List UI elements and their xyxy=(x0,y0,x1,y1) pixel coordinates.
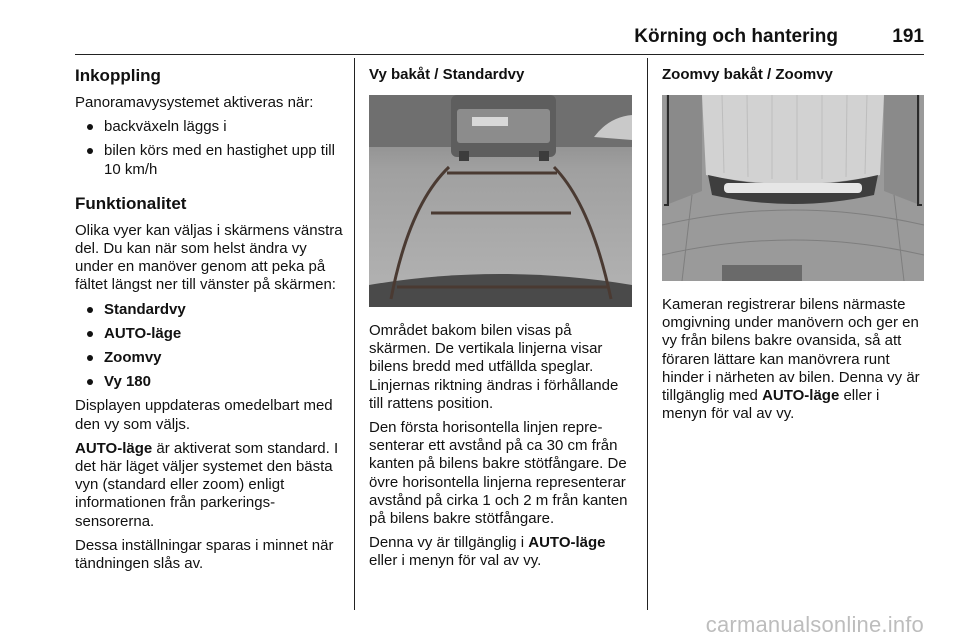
rear-camera-zoom-image xyxy=(662,95,924,281)
heading-zoom-view: Zoomvy bakåt / Zoomvy xyxy=(662,66,833,83)
standard-view-para2: Den första horisontella linjen representerar ett avstånd på ca 30 cm från kanten på bilens bakre stötfångare. De övre horisontella linjerna representerar avstånd på cirka 1 och 2 m från kanten på bilens bakre stötfångare. xyxy=(369,419,628,528)
bullet-icon xyxy=(87,124,93,130)
watermark: carmanualsonline.info xyxy=(705,612,924,637)
list-item: backväxeln läggs i xyxy=(75,118,347,136)
bullet-icon xyxy=(87,307,93,313)
activation-list xyxy=(75,118,347,179)
saved-settings-text: Dessa inställningar sparas i minnet när tändningen slås av. xyxy=(75,536,334,573)
auto-mode-text: AUTO-läge är aktiverat som standard. I det här läget väljer systemet den bästa vyn (standard eller zoom) enligt informationen från parkeringssensorerna. xyxy=(75,439,339,530)
bullet-icon xyxy=(87,148,93,154)
list-item: Standardvy xyxy=(75,301,347,319)
bullet-icon xyxy=(87,331,93,337)
list-item: Vy 180 xyxy=(75,373,347,391)
standard-view-para3: Denna vy är tillgänglig i AUTO-läge eller i menyn för val av vy. xyxy=(369,534,606,570)
column-right xyxy=(662,66,924,429)
list-item: Zoomvy xyxy=(75,349,347,367)
update-text: Displayen uppdateras omedelbart med den vy som väljs. xyxy=(75,397,333,433)
zoom-view-para: Kameran registrerar bilens närmaste omgivning under manövern och ger en vy från bilens bakre ovansida, så att föraren lättare kan manövrera runt hinder i närheten av bilen. Denna vy är tillgänglig med AUTO-läge eller i menyn för val av vy. xyxy=(662,296,920,423)
heading-inkoppling: Inkoppling xyxy=(75,66,161,85)
heading-standard-view: Vy bakåt / Standardvy xyxy=(369,66,525,83)
column-middle xyxy=(369,66,632,577)
bullet-icon xyxy=(87,379,93,385)
activation-intro: Panoramavysystemet aktiveras när: xyxy=(75,94,314,111)
column-divider-2 xyxy=(647,58,648,610)
view-list xyxy=(75,301,347,392)
section-title: Körning och hantering xyxy=(634,26,838,47)
page-number: 191 xyxy=(892,26,924,47)
header-rule xyxy=(75,54,924,55)
standard-view-para1: Området bakom bilen visas på skärmen. De vertikala linjerna visar bilens bredd med utfällda speglar. Linjernas riktning ändras i förhållande till rattens position. xyxy=(369,322,619,412)
functionality-text: Olika vyer kan väljas i skärmens vänstra del. Du kan när som helst ändra vy under en manöver genom att peka på fältet längst ner till vänster på skärmen: xyxy=(75,221,343,294)
rear-camera-standard-image xyxy=(369,95,632,307)
list-item: AUTO-läge xyxy=(75,325,347,343)
bullet-icon xyxy=(87,355,93,361)
heading-funktionalitet: Funktionalitet xyxy=(75,193,187,213)
column-divider-1 xyxy=(354,58,355,610)
column-left xyxy=(75,66,347,579)
page-header xyxy=(0,26,924,56)
list-item: bilen körs med en hastighet upp till 10 km/h xyxy=(75,142,347,178)
